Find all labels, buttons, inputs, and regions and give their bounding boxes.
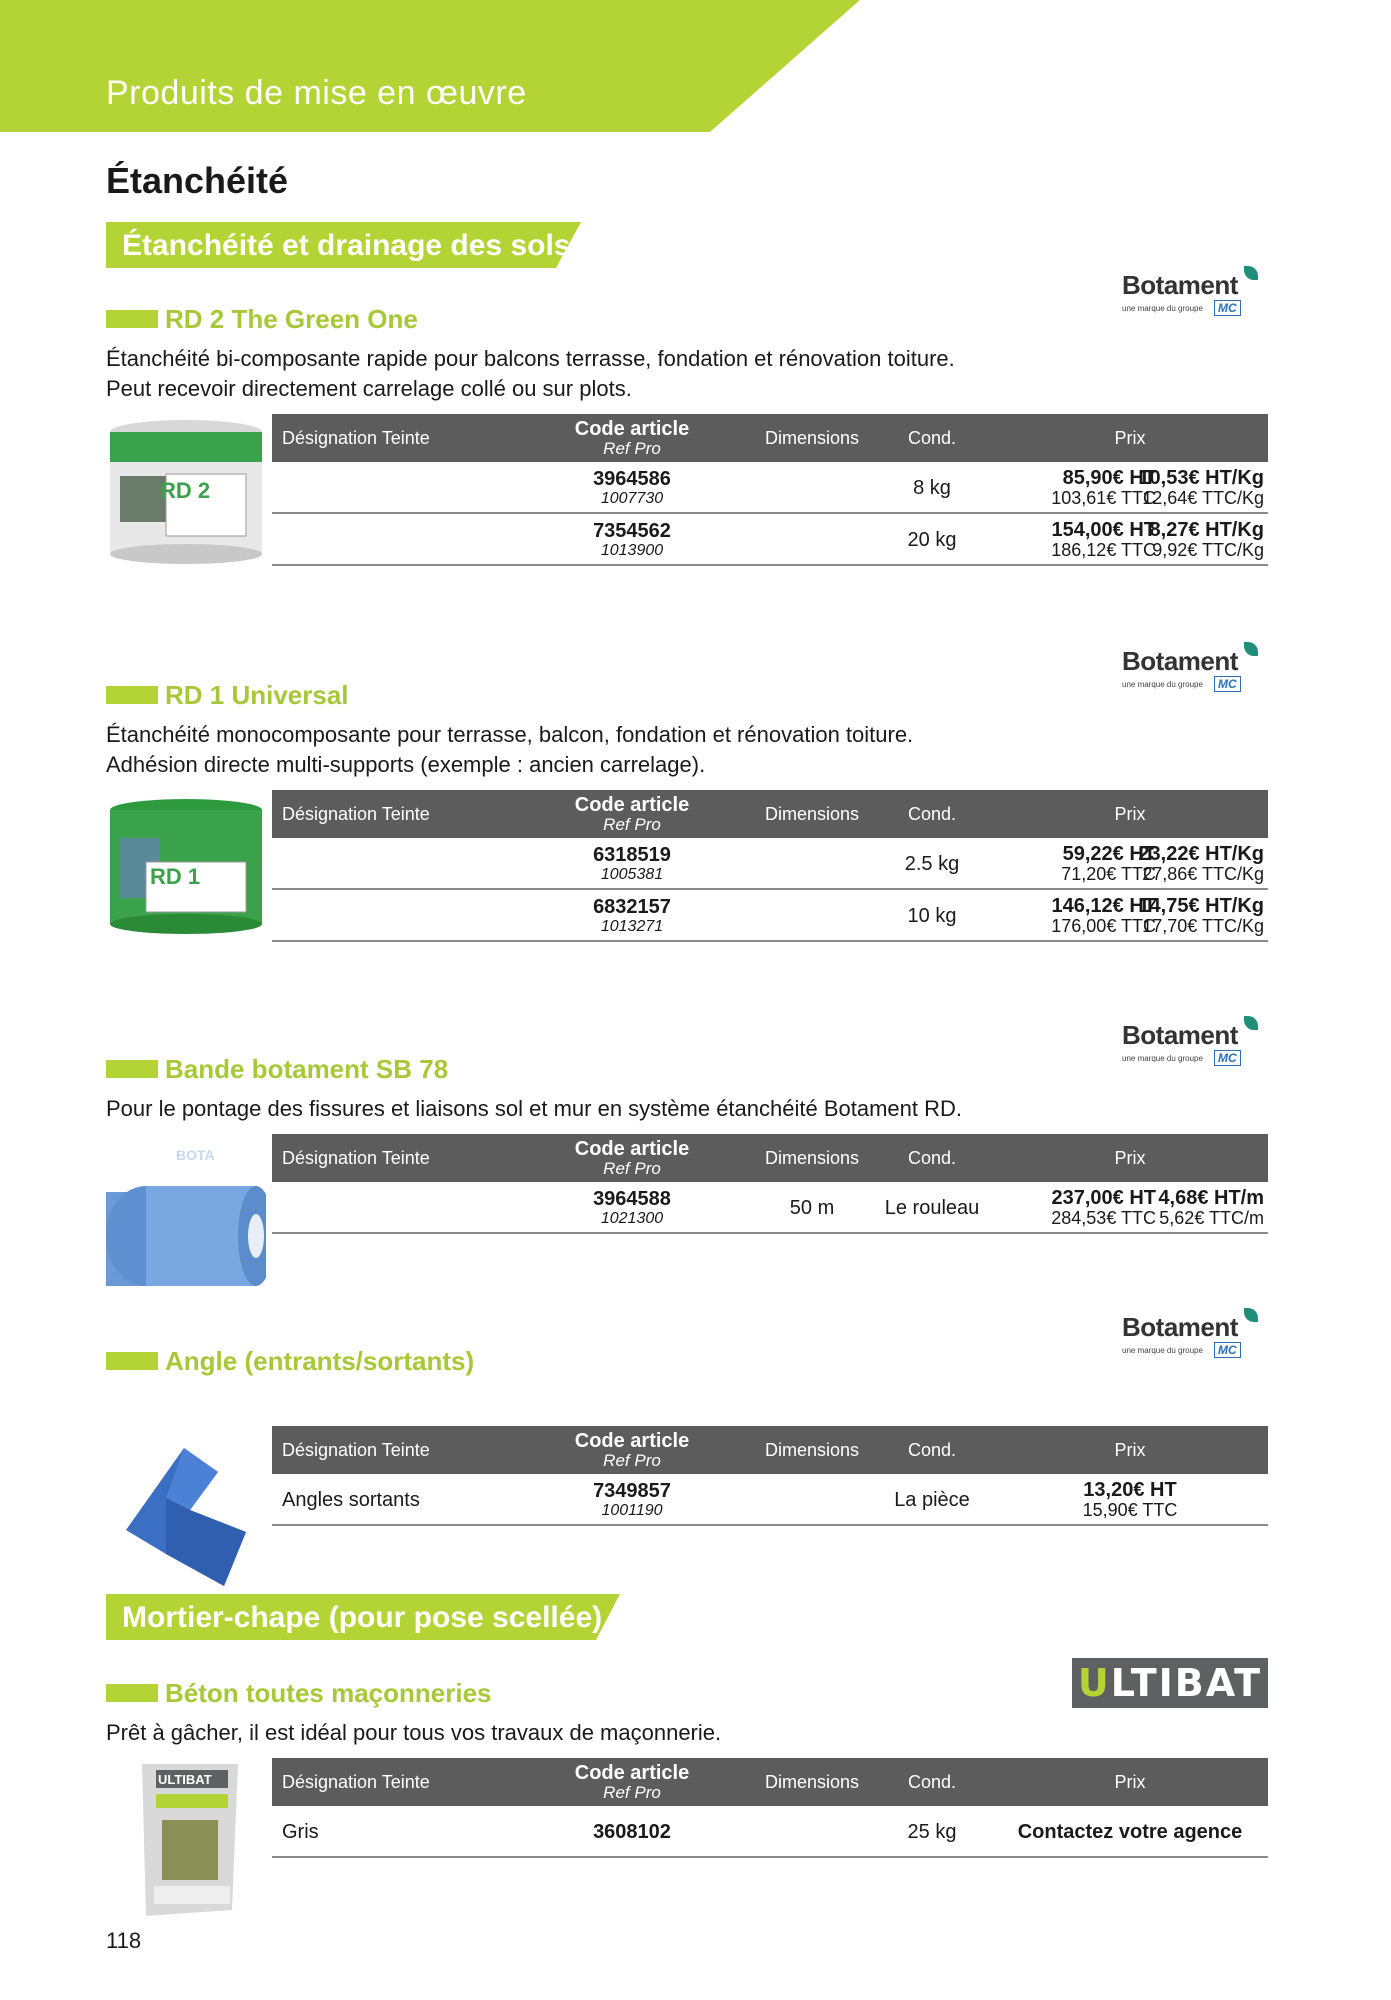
header-prix: Prix bbox=[1114, 1147, 1146, 1168]
product-image-rd1 bbox=[106, 798, 266, 938]
section-band-etancheite bbox=[106, 222, 581, 268]
cell-price bbox=[986, 838, 1156, 890]
brand-group: MC bbox=[1214, 676, 1241, 692]
header-cond: Cond. bbox=[907, 1439, 957, 1460]
header-designation: Désignation Teinte bbox=[282, 1771, 430, 1792]
code-main: 3964586 bbox=[593, 468, 671, 490]
banner-title: Produits de mise en œuvre bbox=[106, 74, 527, 112]
price-ht: 146,12€ HT bbox=[1051, 895, 1156, 917]
header-code-main: Code article bbox=[574, 1762, 690, 1784]
price-ttc: 15,90€ TTC bbox=[1082, 1500, 1178, 1520]
header-dimensions: Dimensions bbox=[764, 1147, 860, 1168]
cell-cond: 10 kg bbox=[907, 904, 957, 927]
table-row bbox=[272, 1806, 1268, 1858]
title-marker bbox=[106, 1352, 158, 1370]
price-ttc: 284,53€ TTC bbox=[1051, 1208, 1156, 1228]
cell-designation: Gris bbox=[282, 1820, 319, 1843]
product-title-text: Angle (entrants/sortants) bbox=[165, 1345, 475, 1376]
header-designation: Désignation Teinte bbox=[282, 1439, 430, 1460]
code-ref: 1013271 bbox=[600, 918, 664, 935]
cell-designation bbox=[282, 890, 532, 942]
brand-group: MC bbox=[1214, 1050, 1241, 1066]
brand-group: MC bbox=[1214, 1342, 1241, 1358]
unit-price-ttc: 9,92€ TTC/Kg bbox=[1152, 540, 1264, 560]
header-cond: Cond. bbox=[907, 1147, 957, 1168]
product-image-angle bbox=[106, 1428, 266, 1588]
header-code-main: Code article bbox=[574, 794, 690, 816]
cell-unit-price bbox=[1138, 890, 1264, 942]
desc-line: Pour le pontage des fissures et liaisons sol et mur en système étanchéité Botament RD. bbox=[106, 1096, 962, 1121]
brand-accent: U bbox=[1077, 1661, 1111, 1705]
product-desc-rd2 bbox=[106, 344, 955, 404]
header-dimensions: Dimensions bbox=[764, 427, 860, 448]
desc-line: Peut recevoir directement carrelage collé ou sur plots. bbox=[106, 376, 632, 401]
image-label: RD 2 bbox=[160, 478, 211, 503]
brand-tagline: une marque du groupe bbox=[1122, 1346, 1203, 1355]
product-table-angle bbox=[272, 1426, 1268, 1526]
unit-price-ttc: 12,64€ TTC/Kg bbox=[1142, 488, 1264, 508]
table-row bbox=[272, 838, 1268, 890]
cell-cond: 8 kg bbox=[913, 476, 951, 499]
cell-unit-price bbox=[1138, 462, 1264, 514]
cell-unit-price bbox=[1156, 1182, 1264, 1234]
table-row bbox=[272, 462, 1268, 514]
image-label: BOTA bbox=[176, 1147, 215, 1163]
leaf-icon bbox=[1244, 642, 1258, 656]
product-title-rd1 bbox=[106, 678, 349, 712]
brand-name: Botament bbox=[1122, 270, 1238, 300]
section-title: Étanchéité et drainage des sols bbox=[122, 229, 571, 262]
botament-logo bbox=[1118, 1016, 1268, 1078]
bucket-image bbox=[106, 418, 266, 568]
botament-logo bbox=[1118, 1308, 1268, 1370]
leaf-icon bbox=[1244, 1308, 1258, 1322]
product-title-text: RD 1 Universal bbox=[165, 679, 349, 710]
product-image-rd2 bbox=[106, 418, 266, 568]
product-table-beton bbox=[272, 1758, 1268, 1858]
cell-price bbox=[986, 462, 1156, 514]
table-row bbox=[272, 890, 1268, 942]
header-dimensions: Dimensions bbox=[764, 1771, 860, 1792]
header-code-main: Code article bbox=[574, 1138, 690, 1160]
price-ht: 154,00€ HT bbox=[1051, 519, 1156, 541]
botament-logo bbox=[1118, 266, 1268, 328]
brand-tagline: une marque du groupe bbox=[1122, 1054, 1203, 1063]
price-ttc: 71,20€ TTC bbox=[1061, 864, 1156, 884]
product-table-rd2 bbox=[272, 414, 1268, 566]
table-header bbox=[272, 790, 1268, 838]
table-row bbox=[272, 1474, 1268, 1526]
header-code-main: Code article bbox=[574, 418, 690, 440]
product-title-text: Béton toutes maçonneries bbox=[165, 1677, 492, 1708]
desc-line: Prêt à gâcher, il est idéal pour tous vos travaux de maçonnerie. bbox=[106, 1720, 722, 1745]
header-prix: Prix bbox=[1114, 427, 1146, 448]
title-marker bbox=[106, 1684, 158, 1702]
brand-tagline: une marque du groupe bbox=[1122, 304, 1203, 313]
header-designation: Désignation Teinte bbox=[282, 803, 430, 824]
code-main: 3608102 bbox=[593, 1820, 671, 1843]
page-number: 118 bbox=[106, 1928, 142, 1953]
botament-logo bbox=[1118, 642, 1268, 704]
section-band-mortier bbox=[106, 1594, 620, 1640]
cell-price bbox=[986, 514, 1156, 566]
cell-unit-price bbox=[1138, 838, 1264, 890]
desc-line: Adhésion directe multi-supports (exemple : ancien carrelage). bbox=[106, 752, 706, 777]
desc-line: Étanchéité monocomposante pour terrasse, balcon, fondation et rénovation toiture. bbox=[106, 722, 914, 747]
tape-roll-image bbox=[106, 1136, 266, 1286]
code-ref: 1013900 bbox=[600, 542, 664, 559]
code-ref: 1005381 bbox=[600, 866, 664, 883]
cell-dimensions: 50 m bbox=[789, 1196, 835, 1219]
cell-designation bbox=[282, 838, 532, 890]
cell-cond: 2.5 kg bbox=[904, 852, 960, 875]
cell-cond: 25 kg bbox=[907, 1820, 957, 1843]
price-ttc: 103,61€ TTC bbox=[1051, 488, 1156, 508]
product-image-sb78 bbox=[106, 1136, 266, 1286]
table-header bbox=[272, 1758, 1268, 1806]
product-title-beton bbox=[106, 1676, 492, 1710]
header-prix: Prix bbox=[1114, 1439, 1146, 1460]
header-code-sub: Ref Pro bbox=[603, 815, 661, 834]
header-dimensions: Dimensions bbox=[764, 1439, 860, 1460]
header-code-sub: Ref Pro bbox=[603, 1159, 661, 1178]
unit-price-ttc: 5,62€ TTC/m bbox=[1159, 1208, 1264, 1228]
title-marker bbox=[106, 686, 158, 704]
price-ht: 13,20€ HT bbox=[1083, 1479, 1177, 1501]
cell-designation: Angles sortants bbox=[282, 1488, 420, 1511]
cell-price bbox=[986, 890, 1156, 942]
title-marker bbox=[106, 310, 158, 328]
unit-price-ht: 23,22€ HT/Kg bbox=[1138, 843, 1264, 865]
code-ref: 1001190 bbox=[601, 1502, 663, 1519]
header-prix: Prix bbox=[1114, 803, 1146, 824]
price-ttc: 186,12€ TTC bbox=[1051, 540, 1156, 560]
header-designation: Désignation Teinte bbox=[282, 1147, 430, 1168]
product-desc-sb78 bbox=[106, 1094, 962, 1124]
cell-designation bbox=[282, 1182, 532, 1234]
header-cond: Cond. bbox=[907, 1771, 957, 1792]
cell-cond: La pièce bbox=[894, 1488, 970, 1511]
table-header bbox=[272, 1426, 1268, 1474]
price-contact: Contactez votre agence bbox=[1017, 1820, 1243, 1843]
product-table-rd1 bbox=[272, 790, 1268, 942]
cell-price bbox=[992, 1806, 1268, 1858]
price-ttc: 176,00€ TTC bbox=[1051, 916, 1156, 936]
product-table-sb78 bbox=[272, 1134, 1268, 1234]
brand-tagline: une marque du groupe bbox=[1122, 680, 1203, 689]
image-label: RD 1 bbox=[150, 864, 201, 889]
code-main: 7349857 bbox=[593, 1480, 671, 1502]
unit-price-ht: 8,27€ HT/Kg bbox=[1149, 519, 1264, 541]
unit-price-ht: 4,68€ HT/m bbox=[1158, 1187, 1264, 1209]
corner-piece-image bbox=[106, 1428, 266, 1588]
product-title-rd2 bbox=[106, 302, 418, 336]
product-title-text: Bande botament SB 78 bbox=[165, 1053, 449, 1084]
brand-group: MC bbox=[1214, 300, 1241, 316]
title-marker bbox=[106, 1060, 158, 1078]
product-desc-rd1 bbox=[106, 720, 913, 780]
brand-name: Botament bbox=[1122, 1020, 1238, 1050]
header-prix: Prix bbox=[1114, 1771, 1146, 1792]
code-ref: 1021300 bbox=[600, 1210, 664, 1227]
product-image-beton bbox=[106, 1760, 266, 1920]
image-label: ULTIBAT bbox=[158, 1772, 212, 1787]
cell-cond: 20 kg bbox=[907, 528, 957, 551]
price-ht: 237,00€ HT bbox=[1051, 1187, 1156, 1209]
leaf-icon bbox=[1244, 266, 1258, 280]
header-cond: Cond. bbox=[907, 803, 957, 824]
brand-name: Botament bbox=[1122, 646, 1238, 676]
desc-line: Étanchéité bi-composante rapide pour balcons terrasse, fondation et rénovation toiture. bbox=[106, 346, 955, 371]
leaf-icon bbox=[1244, 1016, 1258, 1030]
price-ht: 59,22€ HT bbox=[1062, 843, 1156, 865]
price-ht: 85,90€ HT bbox=[1062, 467, 1156, 489]
bucket-image bbox=[106, 798, 266, 938]
cell-price bbox=[986, 1182, 1156, 1234]
code-main: 6318519 bbox=[593, 844, 671, 866]
bag-image bbox=[106, 1760, 266, 1920]
header-designation: Désignation Teinte bbox=[282, 427, 430, 448]
header-code-sub: Ref Pro bbox=[603, 1451, 661, 1470]
product-title-angle bbox=[106, 1344, 474, 1378]
table-row bbox=[272, 1182, 1268, 1234]
product-desc-beton bbox=[106, 1718, 721, 1748]
brand-name: LTIBAT bbox=[1110, 1661, 1263, 1705]
unit-price-ttc: 27,86€ TTC/Kg bbox=[1142, 864, 1264, 884]
table-header bbox=[272, 1134, 1268, 1182]
table-header bbox=[272, 414, 1268, 462]
code-ref: 1007730 bbox=[600, 490, 664, 507]
section-title: Mortier-chape (pour pose scellée) bbox=[122, 1601, 603, 1634]
unit-price-ttc: 17,70€ TTC/Kg bbox=[1142, 916, 1264, 936]
top-banner bbox=[0, 0, 860, 132]
table-row bbox=[272, 514, 1268, 566]
header-code-sub: Ref Pro bbox=[603, 1783, 661, 1802]
ultibat-logo bbox=[1072, 1658, 1268, 1708]
cell-price bbox=[992, 1474, 1268, 1526]
header-cond: Cond. bbox=[907, 427, 957, 448]
cell-designation bbox=[282, 514, 532, 566]
code-main: 6832157 bbox=[593, 896, 671, 918]
cell-unit-price bbox=[1149, 514, 1264, 566]
unit-price-ht: 10,53€ HT/Kg bbox=[1138, 467, 1264, 489]
header-code-sub: Ref Pro bbox=[603, 439, 661, 458]
page-title: Étanchéité bbox=[106, 160, 289, 201]
header-dimensions: Dimensions bbox=[764, 803, 860, 824]
brand-name: Botament bbox=[1122, 1312, 1238, 1342]
header-code-main: Code article bbox=[574, 1430, 690, 1452]
unit-price-ht: 14,75€ HT/Kg bbox=[1138, 895, 1264, 917]
cell-cond: Le rouleau bbox=[884, 1196, 980, 1219]
product-title-sb78 bbox=[106, 1052, 448, 1086]
code-main: 7354562 bbox=[593, 520, 671, 542]
product-title-text: RD 2 The Green One bbox=[165, 303, 418, 334]
cell-designation bbox=[282, 462, 532, 514]
code-main: 3964588 bbox=[593, 1188, 671, 1210]
